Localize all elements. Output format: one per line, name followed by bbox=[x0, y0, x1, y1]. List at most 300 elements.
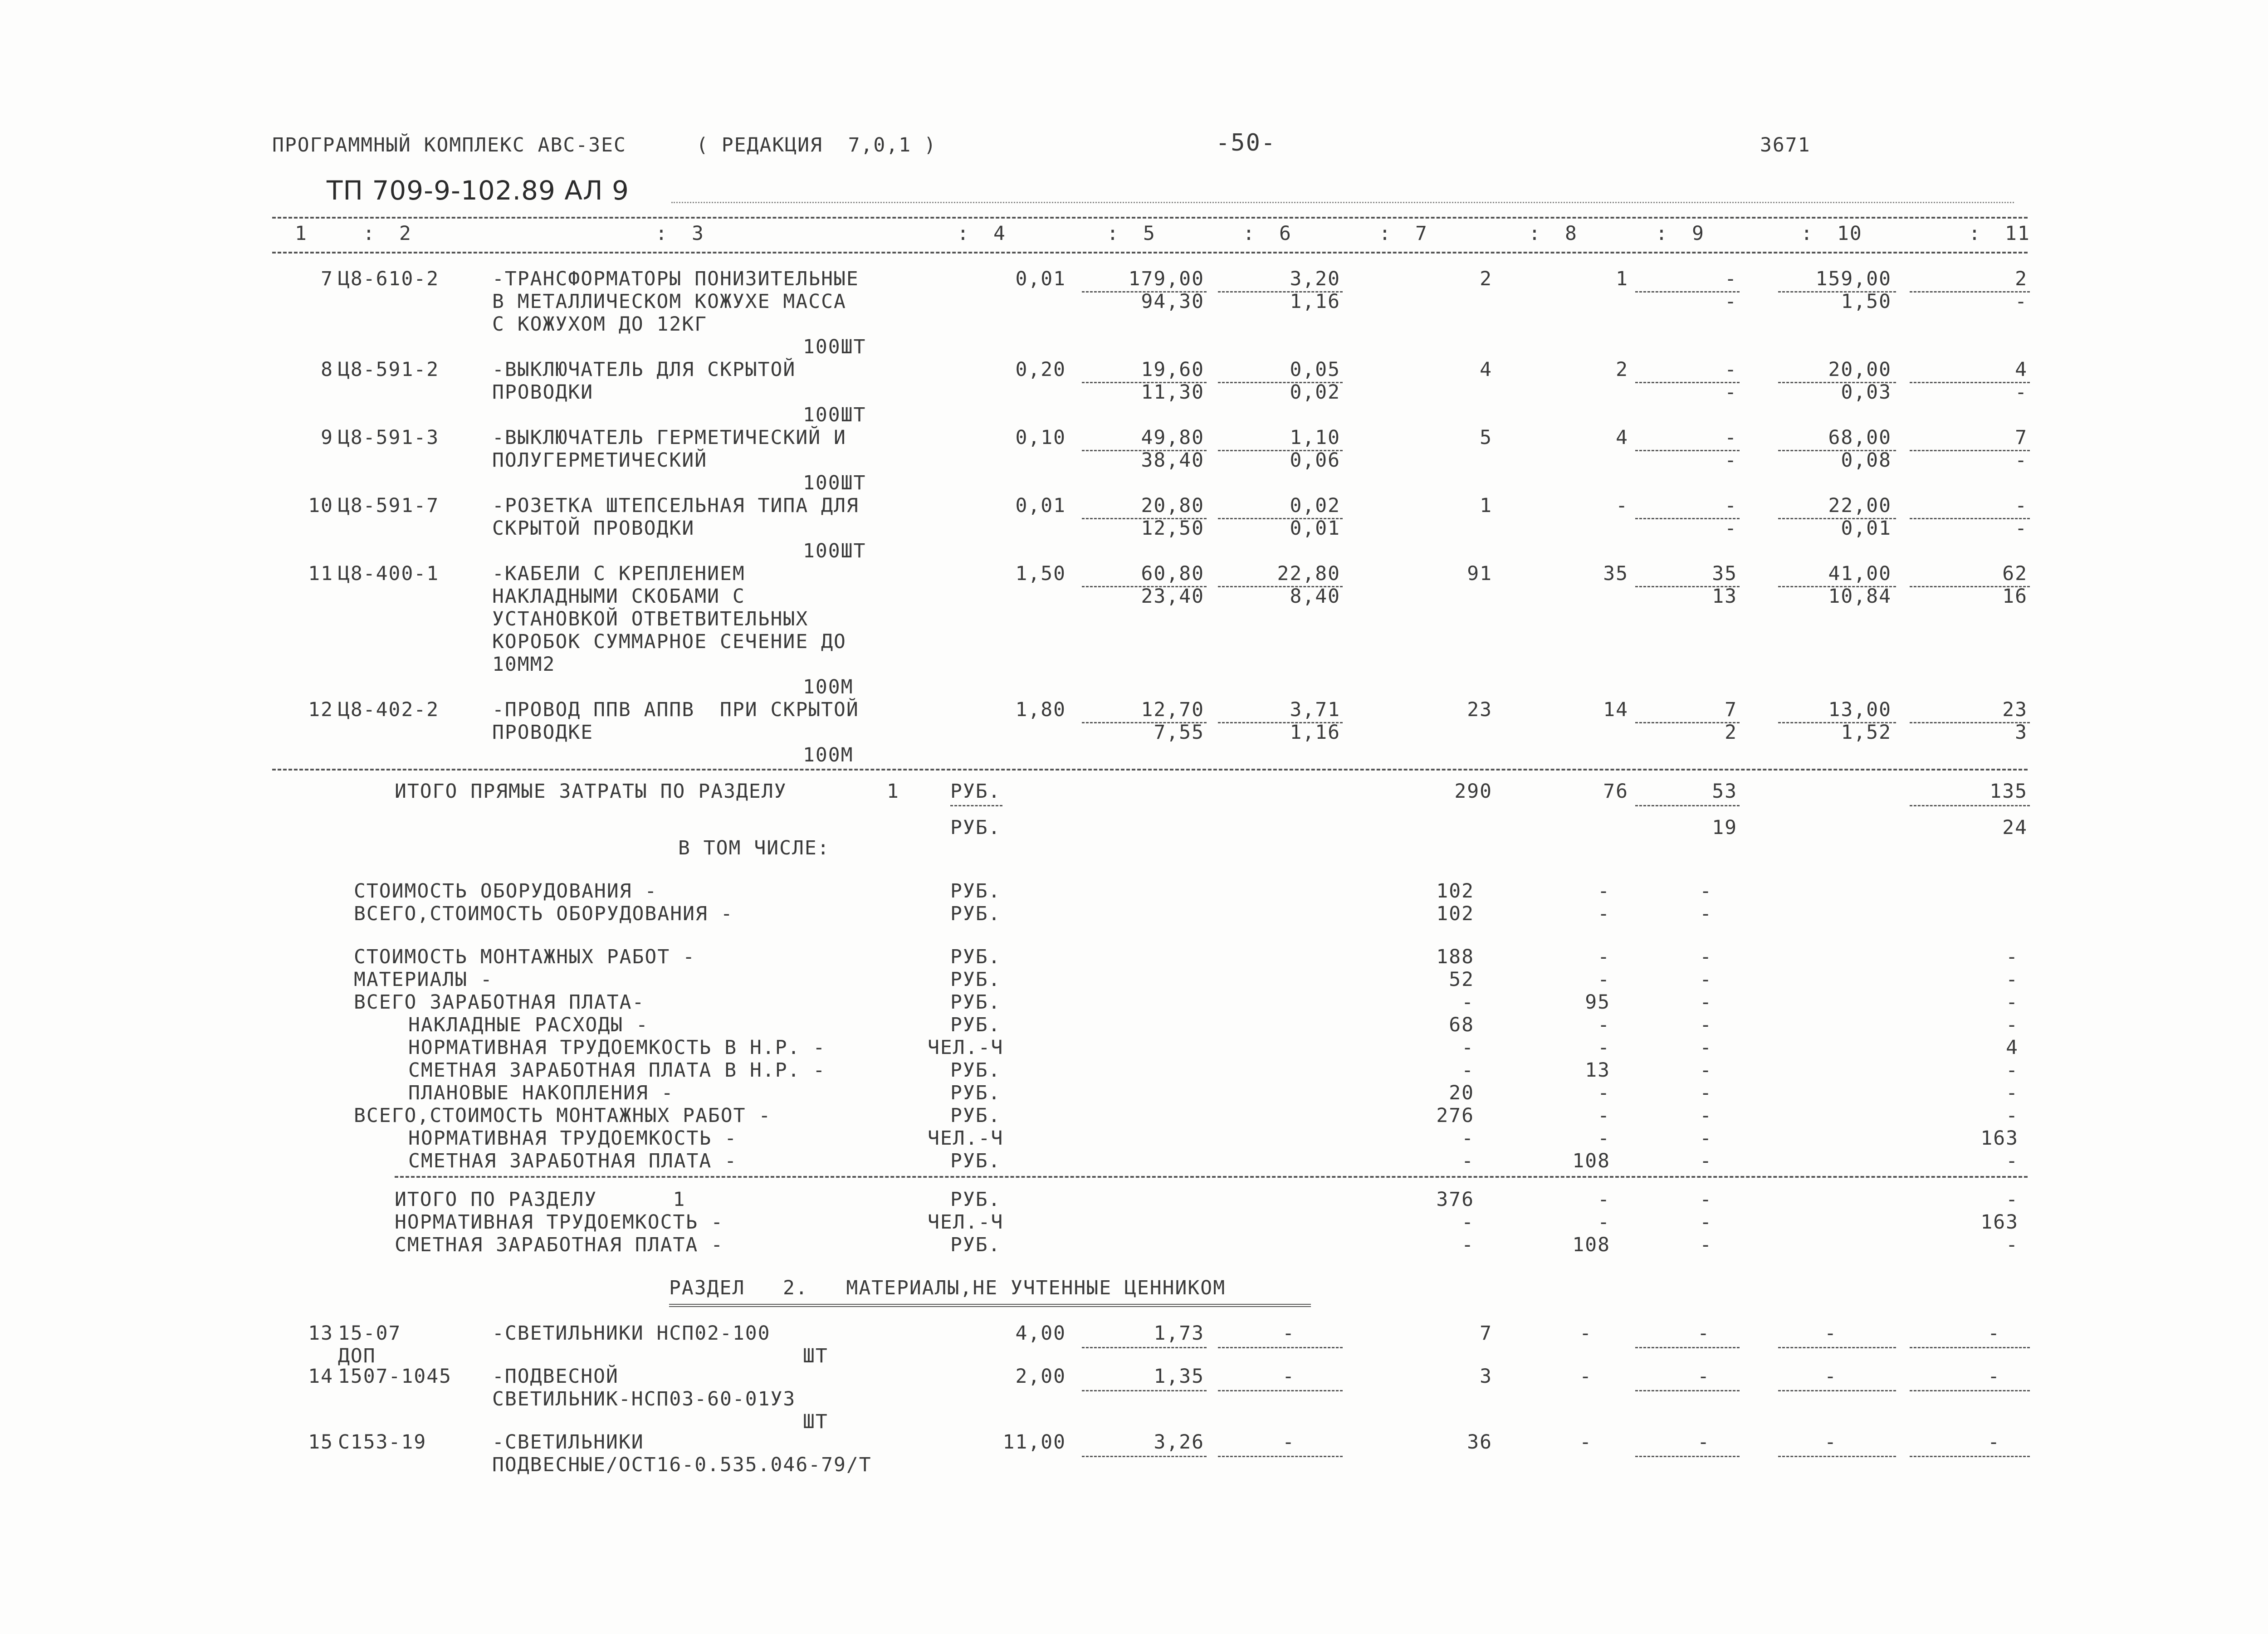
item-value-c9: - bbox=[1725, 426, 1737, 449]
section-2-item-c7: 7 bbox=[1480, 1322, 1492, 1345]
item-value-c9: 7 bbox=[1725, 698, 1737, 721]
item-wage-c11: 16 bbox=[2002, 585, 2028, 608]
item-wage-c10: 0,08 bbox=[1841, 449, 1892, 472]
summary-label: ВСЕГО,СТОИМОСТЬ МОНТАЖНЫХ РАБОТ - bbox=[354, 1104, 772, 1127]
item-quantity: 0,10 bbox=[1015, 426, 1066, 449]
item-name-line: С КОЖУХОМ ДО 12КГ bbox=[492, 313, 708, 336]
value-underline bbox=[1778, 1347, 1896, 1348]
summary-unit: РУБ. bbox=[950, 1014, 1001, 1036]
section-2-item-c8: - bbox=[1579, 1365, 1592, 1388]
summary-c7: - bbox=[1461, 1036, 1474, 1059]
item-wage-c10: 1,50 bbox=[1841, 290, 1892, 313]
item-unit: 100ШТ bbox=[803, 472, 866, 494]
summary-c11: - bbox=[2006, 1059, 2019, 1082]
section-2-item-name-line: -СВЕТИЛЬНИКИ НСП02-100 bbox=[492, 1322, 771, 1345]
item-number: 8 bbox=[321, 358, 333, 381]
program-title: ПРОГРАММНЫЙ КОМПЛЕКС АВС-3ЕС bbox=[272, 134, 626, 156]
column-header-2: 2 bbox=[399, 222, 412, 245]
column-header-8: 8 bbox=[1565, 222, 1578, 245]
section-total-unit: РУБ. bbox=[950, 1234, 1001, 1256]
section-total-c9: - bbox=[1700, 1234, 1712, 1256]
item-wage-c9: 2 bbox=[1725, 721, 1737, 744]
item-value-c9: - bbox=[1725, 358, 1737, 381]
section-total-label: НОРМАТИВНАЯ ТРУДОЕМКОСТЬ - bbox=[395, 1211, 724, 1234]
total-direct-section: 1 bbox=[887, 780, 899, 803]
summary-bottom-rule bbox=[395, 1176, 2028, 1178]
total-direct-c11: 135 bbox=[1989, 780, 2028, 803]
value-underline bbox=[1218, 1347, 1343, 1348]
value-underline bbox=[1910, 1456, 2030, 1457]
total-direct-unit-2: РУБ. bbox=[950, 816, 1001, 839]
item-number: 12 bbox=[308, 698, 333, 721]
summary-c7: 20 bbox=[1449, 1082, 1474, 1104]
item-name-line: ПОЛУГЕРМЕТИЧЕСКИЙ bbox=[492, 449, 708, 472]
column-header-4: 4 bbox=[993, 222, 1006, 245]
summary-c11: - bbox=[2006, 991, 2019, 1014]
item-value-c8: 14 bbox=[1603, 698, 1628, 721]
item-value-c8: 2 bbox=[1616, 358, 1628, 381]
summary-c7: 68 bbox=[1449, 1014, 1474, 1036]
item-code: Ц8-610-2 bbox=[338, 268, 440, 290]
column-separator: : bbox=[957, 222, 970, 245]
item-wage-c9: - bbox=[1725, 290, 1737, 313]
section-2-item-c8: - bbox=[1579, 1431, 1592, 1454]
summary-c11: - bbox=[2006, 1104, 2019, 1127]
summary-label: ПЛАНОВЫЕ НАКОПЛЕНИЯ - bbox=[408, 1082, 674, 1104]
column-header-3: 3 bbox=[692, 222, 704, 245]
summary-c8: - bbox=[1598, 1014, 1610, 1036]
summary-label: СТОИМОСТЬ ОБОРУДОВАНИЯ - bbox=[354, 880, 658, 902]
section-total-c8: 108 bbox=[1572, 1234, 1610, 1256]
summary-unit: РУБ. bbox=[950, 991, 1001, 1014]
item-name-line: 10ММ2 bbox=[492, 653, 556, 676]
page-number: -50- bbox=[1216, 129, 1276, 156]
value-underline bbox=[1910, 1390, 2030, 1391]
summary-c9: - bbox=[1700, 1014, 1712, 1036]
item-wage-c9: - bbox=[1725, 449, 1737, 472]
item-wage-c6: 0,06 bbox=[1290, 449, 1340, 472]
item-code: Ц8-591-3 bbox=[338, 426, 440, 449]
summary-c7: 188 bbox=[1436, 946, 1474, 968]
item-value-c6: 0,05 bbox=[1290, 358, 1340, 381]
summary-unit: ЧЕЛ.-Ч bbox=[928, 1127, 1004, 1150]
item-value-c11: - bbox=[2015, 494, 2028, 517]
section-2-item-c11: - bbox=[1988, 1431, 2000, 1454]
section-2-item-c6: - bbox=[1282, 1365, 1295, 1388]
item-wage-c6: 8,40 bbox=[1290, 585, 1340, 608]
section-total-c7: 376 bbox=[1436, 1188, 1474, 1211]
item-unit: 100ШТ bbox=[803, 404, 866, 426]
item-wage-c6: 0,02 bbox=[1290, 381, 1340, 404]
section-2-title-rule bbox=[669, 1304, 1311, 1307]
item-wage-c9: 13 bbox=[1712, 585, 1737, 608]
item-code: Ц8-591-2 bbox=[338, 358, 440, 381]
summary-c9: - bbox=[1700, 1127, 1712, 1150]
summary-c9: - bbox=[1700, 1036, 1712, 1059]
item-quantity: 0,01 bbox=[1015, 494, 1066, 517]
section-2-item-c6: - bbox=[1282, 1322, 1295, 1345]
summary-label: МАТЕРИАЛЫ - bbox=[354, 968, 493, 991]
summary-c7: 276 bbox=[1436, 1104, 1474, 1127]
section-2-title: РАЗДЕЛ 2. МАТЕРИАЛЫ,НЕ УЧТЕННЫЕ ЦЕННИКОМ bbox=[669, 1277, 1226, 1299]
summary-c7: - bbox=[1461, 1150, 1474, 1172]
section-2-item-code: 15-07 bbox=[338, 1322, 401, 1345]
summary-c8: - bbox=[1598, 968, 1610, 991]
value-underline bbox=[1910, 382, 2030, 383]
item-number: 7 bbox=[321, 268, 333, 290]
item-wage-c5: 11,30 bbox=[1141, 381, 1204, 404]
value-underline bbox=[1778, 1390, 1896, 1391]
item-value-c7: 23 bbox=[1467, 698, 1492, 721]
item-wage-c10: 1,52 bbox=[1841, 721, 1892, 744]
summary-c8: 108 bbox=[1572, 1150, 1610, 1172]
column-separator: : bbox=[1379, 222, 1392, 245]
value-underline bbox=[1082, 1347, 1207, 1348]
total-direct-label: ИТОГО ПРЯМЫЕ ЗАТРАТЫ ПО РАЗДЕЛУ bbox=[395, 780, 787, 803]
item-name-line: -ВЫКЛЮЧАТЕЛЬ ДЛЯ СКРЫТОЙ bbox=[492, 358, 796, 381]
total-direct-c8: 76 bbox=[1603, 780, 1628, 803]
summary-c9: - bbox=[1700, 946, 1712, 968]
item-value-c5: 179,00 bbox=[1128, 268, 1204, 290]
item-wage-c10: 10,84 bbox=[1828, 585, 1892, 608]
item-value-c9: 35 bbox=[1712, 562, 1737, 585]
summary-c11: - bbox=[2006, 1014, 2019, 1036]
item-wage-c6: 0,01 bbox=[1290, 517, 1340, 540]
item-wage-c5: 23,40 bbox=[1141, 585, 1204, 608]
section-total-c11: - bbox=[2006, 1188, 2019, 1211]
item-name-line: ПРОВОДКЕ bbox=[492, 721, 594, 744]
total-direct-c9: 53 bbox=[1712, 780, 1737, 803]
value-underline bbox=[1635, 1390, 1740, 1391]
section-total-label: ИТОГО ПО РАЗДЕЛУ 1 bbox=[395, 1188, 686, 1211]
summary-c7: 102 bbox=[1436, 902, 1474, 925]
column-header-9: 9 bbox=[1692, 222, 1705, 245]
item-wage-c5: 38,40 bbox=[1141, 449, 1204, 472]
column-separator: : bbox=[1529, 222, 1541, 245]
section-2-item-code-suffix: ДОП bbox=[338, 1345, 376, 1367]
section-total-c7: - bbox=[1461, 1211, 1474, 1234]
item-name-line: СКРЫТОЙ ПРОВОДКИ bbox=[492, 517, 695, 540]
item-name-line: -КАБЕЛИ С КРЕПЛЕНИЕМ bbox=[492, 562, 745, 585]
section-total-c8: - bbox=[1598, 1188, 1610, 1211]
item-name-line: ПРОВОДКИ bbox=[492, 381, 594, 404]
value-underline bbox=[1635, 291, 1740, 293]
summary-c9: - bbox=[1700, 1104, 1712, 1127]
summary-c9: - bbox=[1700, 968, 1712, 991]
column-header-7: 7 bbox=[1415, 222, 1428, 245]
summary-unit: РУБ. bbox=[950, 946, 1001, 968]
section-2-item-c6: - bbox=[1282, 1431, 1295, 1454]
section-2-item-price: 3,26 bbox=[1154, 1431, 1204, 1454]
section-2-item-number: 14 bbox=[308, 1365, 333, 1388]
section-2-item-c11: - bbox=[1988, 1365, 2000, 1388]
column-separator: : bbox=[1243, 222, 1256, 245]
item-name-line: НАКЛАДНЫМИ СКОБАМИ С bbox=[492, 585, 745, 608]
document-number: 3671 bbox=[1760, 134, 1811, 156]
section-2-item-c9: - bbox=[1697, 1365, 1710, 1388]
value-underline bbox=[1218, 1456, 1343, 1457]
item-name-line: -ПРОВОД ППВ АППВ ПРИ СКРЫТОЙ bbox=[492, 698, 859, 721]
summary-c8: - bbox=[1598, 946, 1610, 968]
value-underline bbox=[1910, 450, 2030, 451]
column-header-rule bbox=[272, 252, 2028, 254]
summary-unit: РУБ. bbox=[950, 880, 1001, 902]
section-2-item-quantity: 11,00 bbox=[1002, 1431, 1066, 1454]
total-direct-c7: 290 bbox=[1454, 780, 1492, 803]
section-2-item-c10: - bbox=[1824, 1431, 1837, 1454]
summary-label: НОРМАТИВНАЯ ТРУДОЕМКОСТЬ - bbox=[408, 1127, 738, 1150]
section-total-c8: - bbox=[1598, 1211, 1610, 1234]
item-value-c9: - bbox=[1725, 494, 1737, 517]
item-wage-c6: 1,16 bbox=[1290, 721, 1340, 744]
item-unit: 100ШТ bbox=[803, 336, 866, 358]
summary-c9: - bbox=[1700, 1059, 1712, 1082]
column-separator: : bbox=[1969, 222, 1981, 245]
item-number: 11 bbox=[308, 562, 333, 585]
item-value-c5: 60,80 bbox=[1141, 562, 1204, 585]
item-value-c5: 20,80 bbox=[1141, 494, 1204, 517]
section-2-item-unit: ШТ bbox=[803, 1345, 828, 1367]
item-number: 10 bbox=[308, 494, 333, 517]
value-underline bbox=[1910, 518, 2030, 519]
summary-c7: 52 bbox=[1449, 968, 1474, 991]
item-value-c7: 5 bbox=[1480, 426, 1492, 449]
item-quantity: 0,01 bbox=[1015, 268, 1066, 290]
item-value-c5: 12,70 bbox=[1141, 698, 1204, 721]
item-value-c11: 23 bbox=[2002, 698, 2028, 721]
item-value-c5: 19,60 bbox=[1141, 358, 1204, 381]
summary-c8: - bbox=[1598, 880, 1610, 902]
item-value-c11: 4 bbox=[2015, 358, 2028, 381]
value-underline bbox=[1910, 1347, 2030, 1348]
summary-c9: - bbox=[1700, 880, 1712, 902]
item-wage-c11: - bbox=[2015, 517, 2028, 540]
item-value-c8: 1 bbox=[1616, 268, 1628, 290]
item-name-line: -ВЫКЛЮЧАТЕЛЬ ГЕРМЕТИЧЕСКИЙ И bbox=[492, 426, 846, 449]
item-value-c8: 4 bbox=[1616, 426, 1628, 449]
item-code: Ц8-400-1 bbox=[338, 562, 440, 585]
section-2-item-number: 13 bbox=[308, 1322, 333, 1345]
value-underline bbox=[1778, 1456, 1896, 1457]
summary-c8: - bbox=[1598, 902, 1610, 925]
section-2-item-c11: - bbox=[1988, 1322, 2000, 1345]
item-value-c10: 20,00 bbox=[1828, 358, 1892, 381]
column-separator: : bbox=[1801, 222, 1813, 245]
item-wage-c11: - bbox=[2015, 381, 2028, 404]
item-name-line: В МЕТАЛЛИЧЕСКОМ КОЖУХЕ МАССА bbox=[492, 290, 846, 313]
section-2-item-name-line: -ПОДВЕСНОЙ bbox=[492, 1365, 619, 1388]
column-separator: : bbox=[363, 222, 376, 245]
summary-c9: - bbox=[1700, 1082, 1712, 1104]
value-underline bbox=[1910, 291, 2030, 293]
section-total-c11: - bbox=[2006, 1234, 2019, 1256]
item-value-c8: 35 bbox=[1603, 562, 1628, 585]
summary-c8: - bbox=[1598, 1036, 1610, 1059]
value-underline bbox=[1635, 382, 1740, 383]
total-direct-unit: РУБ. bbox=[950, 780, 1001, 803]
value-underline bbox=[1635, 805, 1740, 806]
summary-c11: 163 bbox=[1980, 1127, 2019, 1150]
section-2-item-quantity: 4,00 bbox=[1015, 1322, 1066, 1345]
item-wage-c5: 7,55 bbox=[1154, 721, 1204, 744]
summary-c11: - bbox=[2006, 1082, 2019, 1104]
item-value-c7: 91 bbox=[1467, 562, 1492, 585]
column-header-1: 1 bbox=[295, 222, 308, 245]
item-wage-c10: 0,01 bbox=[1841, 517, 1892, 540]
summary-label: ВСЕГО ЗАРАБОТНАЯ ПЛАТА- bbox=[354, 991, 645, 1014]
column-separator: : bbox=[1656, 222, 1668, 245]
item-value-c6: 1,10 bbox=[1290, 426, 1340, 449]
column-separator: : bbox=[655, 222, 668, 245]
section-total-c9: - bbox=[1700, 1188, 1712, 1211]
section-total-unit: РУБ. bbox=[950, 1188, 1001, 1211]
summary-unit: РУБ. bbox=[950, 1059, 1001, 1082]
item-unit: 100М bbox=[803, 676, 854, 698]
item-value-c7: 4 bbox=[1480, 358, 1492, 381]
items-bottom-rule bbox=[272, 769, 2028, 771]
item-value-c6: 3,71 bbox=[1290, 698, 1340, 721]
section-2-item-price: 1,73 bbox=[1154, 1322, 1204, 1345]
column-header-5: 5 bbox=[1143, 222, 1156, 245]
item-value-c9: - bbox=[1725, 268, 1737, 290]
item-quantity: 0,20 bbox=[1015, 358, 1066, 381]
section-2-item-code: С153-19 bbox=[338, 1431, 427, 1454]
value-underline bbox=[1635, 1456, 1740, 1457]
summary-label: СТОИМОСТЬ МОНТАЖНЫХ РАБОТ - bbox=[354, 946, 695, 968]
section-2-item-c7: 36 bbox=[1467, 1431, 1492, 1454]
header-dotted-line bbox=[671, 202, 2014, 203]
item-quantity: 1,80 bbox=[1015, 698, 1066, 721]
value-underline bbox=[1082, 1456, 1207, 1457]
item-code: Ц8-402-2 bbox=[338, 698, 440, 721]
summary-unit: РУБ. bbox=[950, 1150, 1001, 1172]
handwritten-project-code: ТП 709-9-102.89 АЛ 9 bbox=[327, 175, 629, 206]
item-value-c10: 13,00 bbox=[1828, 698, 1892, 721]
summary-c11: 4 bbox=[2006, 1036, 2019, 1059]
section-2-item-number: 15 bbox=[308, 1431, 333, 1454]
item-name-line: -РОЗЕТКА ШТЕПСЕЛЬНАЯ ТИПА ДЛЯ bbox=[492, 494, 859, 517]
value-underline bbox=[1218, 1390, 1343, 1391]
section-2-item-name-line: ПОДВЕСНЫЕ/ОСТ16-0.535.046-79/Т bbox=[492, 1454, 872, 1476]
item-name-line: -ТРАНСФОРМАТОРЫ ПОНИЗИТЕЛЬНЫЕ bbox=[492, 268, 859, 290]
section-2-item-name-line: СВЕТИЛЬНИК-НСП03-60-01У3 bbox=[492, 1388, 796, 1410]
item-value-c6: 0,02 bbox=[1290, 494, 1340, 517]
section-total-unit: ЧЕЛ.-Ч bbox=[928, 1211, 1004, 1234]
value-underline bbox=[1635, 722, 1740, 723]
item-number: 9 bbox=[321, 426, 333, 449]
summary-c7: 102 bbox=[1436, 880, 1474, 902]
item-value-c10: 22,00 bbox=[1828, 494, 1892, 517]
value-underline bbox=[1635, 450, 1740, 451]
column-header-11: 11 bbox=[2005, 222, 2030, 245]
total-direct-c9-wage: 19 bbox=[1712, 816, 1737, 839]
summary-c7: - bbox=[1461, 991, 1474, 1014]
item-wage-c9: - bbox=[1725, 381, 1737, 404]
section-2-item-unit: ШТ bbox=[803, 1410, 828, 1433]
summary-c7: - bbox=[1461, 1127, 1474, 1150]
summary-unit: РУБ. bbox=[950, 1082, 1001, 1104]
item-code: Ц8-591-7 bbox=[338, 494, 440, 517]
value-underline bbox=[1635, 518, 1740, 519]
section-2-item-code: 1507-1045 bbox=[338, 1365, 452, 1388]
edition-label: ( РЕДАКЦИЯ 7,0,1 ) bbox=[696, 134, 937, 156]
summary-label: НАКЛАДНЫЕ РАСХОДЫ - bbox=[408, 1014, 649, 1036]
section-2-item-quantity: 2,00 bbox=[1015, 1365, 1066, 1388]
section-2-item-price: 1,35 bbox=[1154, 1365, 1204, 1388]
summary-label: СМЕТНАЯ ЗАРАБОТНАЯ ПЛАТА - bbox=[408, 1150, 738, 1172]
summary-unit: РУБ. bbox=[950, 968, 1001, 991]
item-value-c8: - bbox=[1616, 494, 1628, 517]
item-wage-c10: 0,03 bbox=[1841, 381, 1892, 404]
item-value-c10: 159,00 bbox=[1815, 268, 1892, 290]
section-2-item-c10: - bbox=[1824, 1322, 1837, 1345]
item-value-c10: 68,00 bbox=[1828, 426, 1892, 449]
section-2-item-c7: 3 bbox=[1480, 1365, 1492, 1388]
item-quantity: 1,50 bbox=[1015, 562, 1066, 585]
column-header-10: 10 bbox=[1837, 222, 1862, 245]
item-wage-c5: 94,30 bbox=[1141, 290, 1204, 313]
summary-unit: ЧЕЛ.-Ч bbox=[928, 1036, 1004, 1059]
item-wage-c11: - bbox=[2015, 449, 2028, 472]
summary-c7: - bbox=[1461, 1059, 1474, 1082]
summary-c8: 95 bbox=[1585, 991, 1610, 1014]
value-underline bbox=[1910, 722, 2030, 723]
section-total-c11: 163 bbox=[1980, 1211, 2019, 1234]
item-value-c6: 3,20 bbox=[1290, 268, 1340, 290]
item-value-c11: 2 bbox=[2015, 268, 2028, 290]
item-wage-c6: 1,16 bbox=[1290, 290, 1340, 313]
item-unit: 100М bbox=[803, 744, 854, 766]
section-total-c7: - bbox=[1461, 1234, 1474, 1256]
summary-c8: - bbox=[1598, 1082, 1610, 1104]
item-name-line: УСТАНОВКОЙ ОТВЕТВИТЕЛЬНЫХ bbox=[492, 608, 809, 630]
section-total-label: СМЕТНАЯ ЗАРАБОТНАЯ ПЛАТА - bbox=[395, 1234, 724, 1256]
value-underline bbox=[1910, 805, 2030, 806]
item-name-line: КОРОБОК СУММАРНОЕ СЕЧЕНИЕ ДО bbox=[492, 630, 846, 653]
section-2-item-c8: - bbox=[1579, 1322, 1592, 1345]
summary-c8: 13 bbox=[1585, 1059, 1610, 1082]
item-value-c7: 2 bbox=[1480, 268, 1492, 290]
section-2-item-c9: - bbox=[1697, 1322, 1710, 1345]
item-value-c11: 7 bbox=[2015, 426, 2028, 449]
item-unit: 100ШТ bbox=[803, 540, 866, 562]
summary-c9: - bbox=[1700, 1150, 1712, 1172]
section-2-item-c10: - bbox=[1824, 1365, 1837, 1388]
summary-unit: РУБ. bbox=[950, 1104, 1001, 1127]
summary-label: ВСЕГО,СТОИМОСТЬ ОБОРУДОВАНИЯ - bbox=[354, 902, 733, 925]
summary-c9: - bbox=[1700, 991, 1712, 1014]
section-2-item-c9: - bbox=[1697, 1431, 1710, 1454]
item-wage-c11: 3 bbox=[2015, 721, 2028, 744]
summary-c9: - bbox=[1700, 902, 1712, 925]
summary-c11: - bbox=[2006, 946, 2019, 968]
column-header-6: 6 bbox=[1279, 222, 1292, 245]
summary-c11: - bbox=[2006, 968, 2019, 991]
item-value-c7: 1 bbox=[1480, 494, 1492, 517]
total-direct-c11-wage: 24 bbox=[2002, 816, 2028, 839]
item-wage-c5: 12,50 bbox=[1141, 517, 1204, 540]
summary-c8: - bbox=[1598, 1127, 1610, 1150]
summary-label: СМЕТНАЯ ЗАРАБОТНАЯ ПЛАТА В Н.Р. - bbox=[408, 1059, 826, 1082]
section-total-c9: - bbox=[1700, 1211, 1712, 1234]
item-wage-c11: - bbox=[2015, 290, 2028, 313]
summary-unit: РУБ. bbox=[950, 902, 1001, 925]
value-underline bbox=[1082, 1390, 1207, 1391]
table-top-rule bbox=[272, 217, 2028, 219]
item-value-c6: 22,80 bbox=[1277, 562, 1340, 585]
value-underline bbox=[950, 805, 1002, 806]
summary-c8: - bbox=[1598, 1104, 1610, 1127]
